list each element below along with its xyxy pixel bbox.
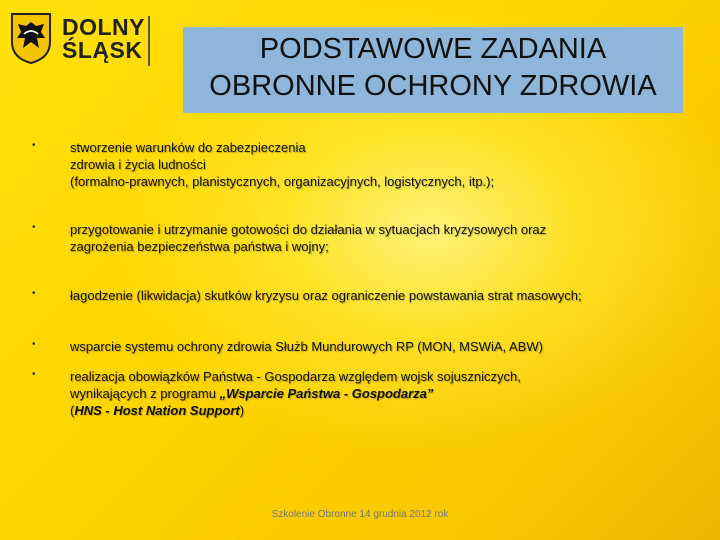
dolny-slask-logo: [10, 12, 160, 70]
hns-close: ): [239, 403, 245, 418]
logo-divider: [148, 16, 150, 66]
bullet-text: [70, 139, 690, 190]
logo-line-2: ŚLĄSK: [62, 37, 143, 63]
logo-line-1: DOLNY: [62, 14, 145, 40]
bullet-line: zdrowia i życia ludności: [70, 157, 206, 172]
bullet-text: [70, 287, 690, 304]
title-line-2: OBRONNE OCHRONY ZDROWIA: [209, 70, 657, 102]
logo-wordmark: [62, 16, 145, 62]
eagle-crest-icon: [10, 12, 52, 64]
bullet-icon: •: [32, 339, 36, 350]
title-line-1: PODSTAWOWE ZADANIA: [259, 33, 607, 65]
bullet-icon: •: [32, 140, 36, 151]
bullet-text: [70, 338, 690, 355]
hns-name: HNS - Host Nation Support: [74, 403, 240, 418]
bullet-line: [70, 402, 690, 419]
bullet-line: realizacja obowiązków Państwa - Gospodarza względem wojsk sojuszniczych,: [70, 369, 521, 384]
bullet-text: [70, 368, 690, 419]
bullet-line: wsparcie systemu ochrony zdrowia Służb Mundurowych RP (MON, MSWiA, ABW): [70, 339, 543, 354]
bullet-text: [70, 221, 690, 255]
bullet-line: przygotowanie i utrzymanie gotowości do działania w sytuacjach kryzysowych oraz: [70, 222, 547, 237]
bullet-icon: •: [32, 222, 36, 233]
bullet-line: stworzenie warunków do zabezpieczenia: [70, 140, 306, 155]
bullet-line: (formalno-prawnych, planistycznych, organizacyjnych, logistycznych, itp.);: [70, 174, 495, 189]
bullet-line: łagodzenie (likwidacja) skutków kryzysu oraz ograniczenie powstawania strat masowych;: [70, 288, 582, 303]
program-prefix: wynikających z programu: [70, 386, 220, 401]
bullet-line: [70, 385, 690, 402]
slide-title: [183, 27, 683, 113]
bullet-icon: •: [32, 369, 36, 380]
footer-text: Szkolenie Obronne 14 grudnia 2012 rok: [271, 509, 449, 520]
bullet-icon: •: [32, 288, 36, 299]
hns-open: (: [70, 403, 75, 418]
bullet-line: zagrożenia bezpieczeństwa państwa i wojny;: [70, 239, 329, 254]
program-name: „Wsparcie Państwa - Gospodarza”: [219, 386, 434, 401]
